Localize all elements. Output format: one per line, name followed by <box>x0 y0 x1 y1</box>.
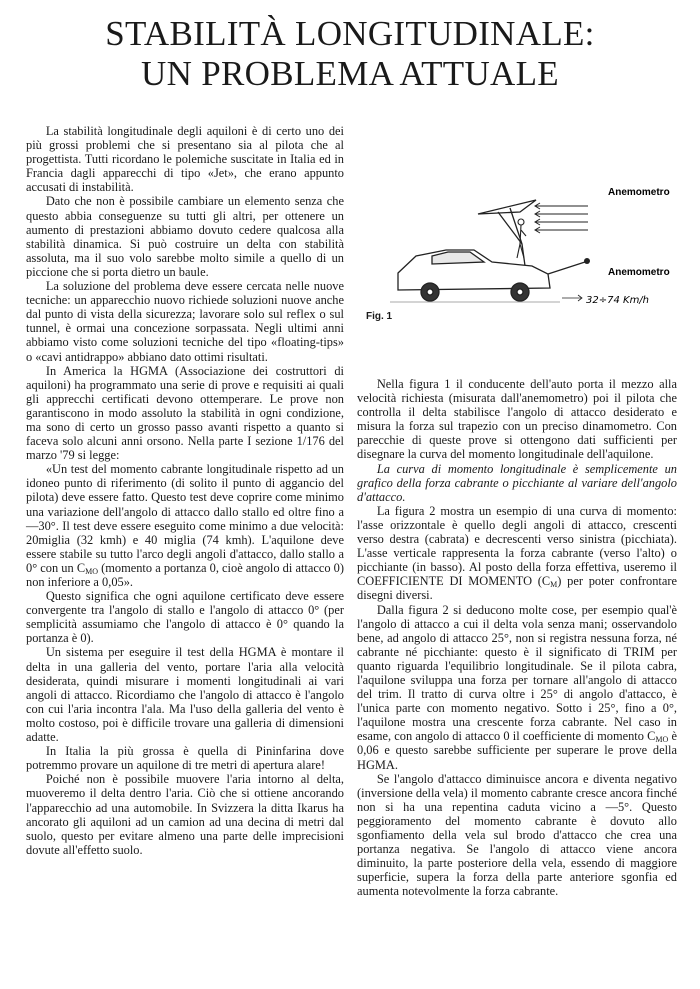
wind-arrows <box>535 203 588 233</box>
italic-paragraph: La curva di momento longitudinale è semplicemente un grafico della forza cabrante o picchiante al variare dell'angolo d'attacco. <box>357 461 677 504</box>
right-column <box>357 377 677 898</box>
figure-1-car-kite-test <box>360 178 680 328</box>
anemometer-label-bottom: Anemometro <box>608 267 670 278</box>
quote-paragraph: «Un test del momento cabrante longitudinale rispetto ad un idoneo punto di riferimento (di solito il punto di aggancio del pilota) deve essere fatto. Questo test deve coprire come minimo una variazione dell'angolo di attacco dallo stallo ed oltre fino a —30°. Il test deve essere eseguito come minimo a due velocità: 20miglia (32 kmh) e 40 miglia (74 kmh). L'aquilone deve essere stabile su tutto l'arco degli angoli d'attacco, dallo stallo a 0° con un $C_{MO}$ (momento a portanza 0, cioè angolo di attacco 0) non inferiore a 0,05». <box>26 462 344 589</box>
article-title <box>0 14 700 94</box>
title-line-2: UN PROBLEMA ATTUALE <box>141 54 559 93</box>
paragraph: La figura 2 mostra un esempio di una curva di momento: l'asse orizzontale è quello degli angoli di attacco, crescenti verso destra (cabrata) e decrescenti verso sinistra (picchiata). L'asse verticale rappresenta la forza cabrante (verso l'alto) o picchiante (in basso). Al posto della forza effettiva, useremo il COEFFICIENTE DI MOMENTO $(C_M)$ per poter confrontare disegni diversi. <box>357 503 677 603</box>
paragraph: Questo significa che ogni aquilone certificato deve essere convergente tra l'angolo di stallo e l'angolo di attacco 0° (per semplicità assumiamo che l'angolo di attacco è 0° quando la portanza è 0). <box>26 589 344 646</box>
title-line-1: STABILITÀ LONGITUDINALE: <box>105 14 595 53</box>
paragraph: La stabilità longitudinale degli aquiloni è di certo uno dei più grossi problemi che si presentano sia al pilota che al progettista. Tutti ricordano le polemiche suscitate in Italia ed in Francia dagli apparecchi di tipo «Jet», che erano appunto accusati di instabilità. <box>26 124 344 195</box>
paragraph: Poiché non è possibile muovere l'aria intorno al delta, muoveremo il delta dentro l'aria. Ciò che si ottiene ancorando l'apparecchio ad una automobile. In Svizzera la ditta Ikarus ha ancorato gli aquiloni ad un camion ad una decina di metri dal suolo, questo per evitare almeno una parte delle imprecisioni dovute all'effetto suolo. <box>26 772 344 857</box>
left-column <box>26 124 344 857</box>
car-icon <box>398 250 550 301</box>
paragraph: Se l'angolo d'attacco diminuisce ancora e diventa negativo (inversione della vela) il momento cabrante cresce ancora finché non si ha una repentina caduta vicino a —5°. Questo peggioramento del momento cabrante è dovuto allo sgonfiamento della vela sul brodo d'attacco che crea una portanza negativa. Se l'angolo di attacco viene ancora diminuito, la parte posteriore della vela, essendo di maggiore superficie, supera la forza della parte anteriore sgonfia ed aumenta notevolmente la forza cabrante. <box>357 771 677 899</box>
anemometer-label-top: Anemometro <box>608 187 670 198</box>
figure-caption: Fig. 1 <box>366 311 393 322</box>
paragraph: La soluzione del problema deve essere cercata nelle nuove tecniche: un apparecchio nuovo richiede soluzioni nuove anche dal punto di vista della sicurezza; lavorare solo sul reflex o sul tunnel, è ormai una concezione sorpassata. Negli ultimi anni abbiamo visto come soluzioni tecniche del tipo «floating-tips» o «cavi antidrappo» abbiano dato ottimi risultati. <box>26 279 344 364</box>
paragraph: In America la HGMA (Associazione dei costruttori di aquiloni) ha programmato una serie di prove e requisiti ai quali gli apprecchi certificati devono ottemperare. Le prove non garantiscono in modo assoluto la stabilità in ogni condizione, ma sono di certo un grosso passo avanti rispetto a quanto si faceva solo alcuni anni orsono. Nella parte I sezione 1/176 del marzo '79 si legge: <box>26 363 344 463</box>
anemometer-boom <box>548 262 585 274</box>
paragraph: Un sistema per eseguire il test della HGMA è montare il delta in una galleria del vento, portare l'aria alla velocità desiderata, quindi misurare i momenti longitudinali ai vari angoli di attacco. Ricordiamo che l'angolo di attacco è l'angolo con cui l'aria incontra l'ala. Ma l'uso della galleria del vento è molto costoso, poi è difficile trovare una galleria di dimensioni adatte. <box>26 645 344 745</box>
paragraph: Dalla figura 2 si deducono molte cose, per esempio qual'è l'angolo di attacco a cui il delta vola senza mani; osservandolo bene, ad angolo di attacco 25°, non si registra nessuna forza, né cabrante né picchiante: questo è il significato di TRIM per quanto riguarda l'equilibrio longitudinale. Se il pilota cabra, l'aquilone sviluppa una forza per tornare all'angolo di attacco del trim. Il tratto di curva oltre i 25° di angolo d'attacco, è l'unica parte con momento negativo. Sotto i 25°, fino a 0°, l'aquilone mostra una crescente forza cabrante. Nel caso in esame, con angolo di attacco 0 il coefficiente di momento $C_{MO}$ è 0,06 e questo sarebbe sufficiente per superare le prove della HGMA. <box>357 602 677 772</box>
anemometer-icon <box>584 258 590 264</box>
speed-note: 32÷74 Km/h <box>586 295 650 306</box>
paragraph: Nella figura 1 il conducente dell'auto porta il mezzo alla velocità richiesta (misurata dall'anemometro) poi il pilota che controlla il delta stabilisce l'angolo di attacco desiderato e misura la forza sul trapezio con un preciso dinamometro. Con parecchie di queste prove si ottengono dati sufficienti per disegnare la curva del momento longitudinale dell'aquilone. <box>357 377 677 462</box>
paragraph: Dato che non è possibile cambiare un elemento senza che questo abbia conseguenze su tutti gli altri, per ottenere un aumento di prestazioni abbiamo dovuto cedere qualcosa alla stabilità dinamica. Si può costruire un delta con stabilità assoluta, ma il suo volo sarebbe molto simile a quello di un piccione che si porta dietro un baule. <box>26 194 344 279</box>
paragraph: In Italia la più grossa è quella di Pininfarina dove potremmo provare un aquilone di tre metri di apertura alare! <box>26 744 344 773</box>
